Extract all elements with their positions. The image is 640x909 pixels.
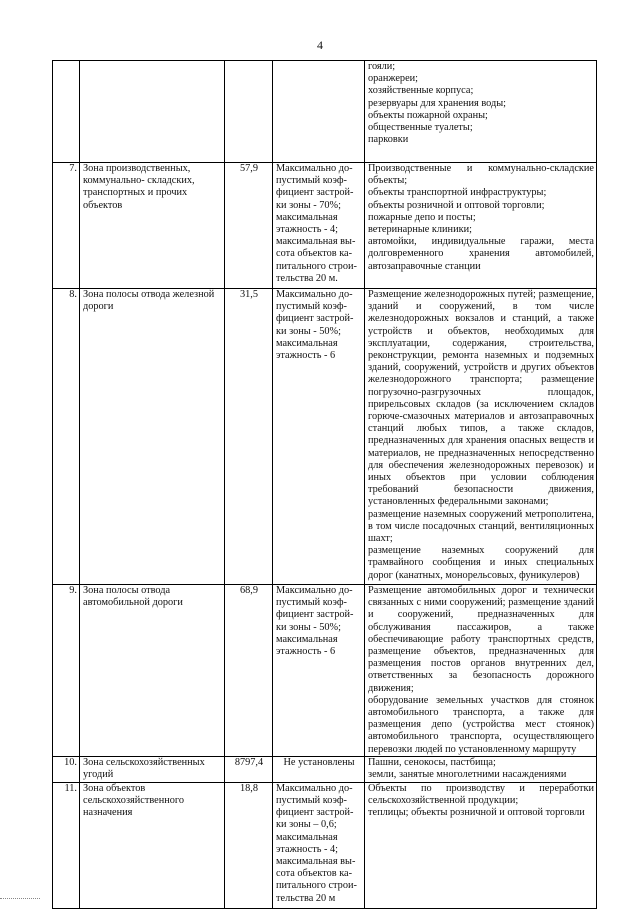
use-item: земли, занятые многолетними насаждениями — [368, 769, 567, 781]
param-line: питального строи- — [276, 880, 357, 892]
param-line: Максимально до- — [276, 289, 353, 300]
use-item: Пашни, сенокосы, пастбища; — [368, 756, 496, 768]
param-line: фициент застрой- — [276, 187, 354, 199]
use-item: теплицы; объекты розничной и оптовой торговли — [368, 807, 585, 819]
param-line: максимальная — [276, 831, 338, 843]
param-line: Максимально до- — [276, 163, 353, 174]
row-number — [53, 61, 80, 163]
zone-parameters — [273, 585, 365, 757]
zoning-table — [52, 60, 597, 909]
use-item: автомойки, индивидуальные гаражи, места долговременного хранения автомобилей, автозаправочные станции — [368, 236, 594, 272]
param-line: максимальная — [276, 633, 338, 645]
use-item: размещение наземных сооружений метрополитена, в том числе посадочных станций, вентиляционных шахт; — [368, 508, 594, 545]
use-item: общественные туалеты; — [368, 122, 473, 134]
scan-artifact — [0, 898, 40, 901]
param-line: ки зоны - 50%; — [276, 325, 341, 337]
use-item: хозяйственные корпуса; — [368, 85, 474, 97]
permitted-uses — [365, 782, 597, 908]
row-number: 10. — [53, 756, 80, 782]
use-item: парковки — [368, 134, 409, 146]
param-line: фициент застрой- — [276, 313, 354, 325]
zone-parameters — [273, 756, 365, 782]
param-line: этажность - 6 — [276, 646, 336, 658]
param-line: Максимально до- — [276, 585, 353, 596]
use-item: размещение наземных сооружений для трамвайного сообщения и иных специальных дорог (канатных, монорельсовых, фуникулеров) — [368, 545, 594, 581]
use-item: Объекты по производству и переработки сельскохозяйственной продукции; — [368, 782, 594, 807]
use-item: ветеринарные клиники; — [368, 224, 472, 236]
zone-parameters — [273, 289, 365, 585]
use-item: объекты пожарной охраны; — [368, 109, 488, 121]
page-number: 4 — [317, 38, 323, 52]
param-line: Максимально до- — [276, 782, 353, 794]
permitted-uses — [365, 289, 597, 585]
table-row — [53, 61, 597, 163]
param-line: максимальная — [276, 337, 338, 349]
zone-area: 57,9 — [225, 163, 273, 289]
zone-name: Зона полосы отвода железной дороги — [80, 289, 225, 585]
zone-parameters — [273, 163, 365, 289]
param-line: пустимый коэф- — [276, 175, 347, 187]
param-line: ки зоны - 50%; — [276, 621, 341, 633]
param-line: пустимый коэф- — [276, 597, 347, 609]
permitted-uses — [365, 585, 597, 757]
param-line: тельства 20 м — [276, 892, 336, 904]
param-line: ки зоны – 0,6; — [276, 819, 337, 831]
use-item: Размещение железнодорожных путей; размещение, зданий и сооружений, в том числе железнодорожных вокзалов и станций, а также устройств и объектов, необходимых для эксплуатации, содержания, строительства, реконструкции, ремонта наземных и подземных зданий, сооружений, устройств и других объектов железнодорожного транспорта; размещение погрузочно-разгрузочных площадок, прирельсовых складов (за исключением складов горюче-смазочных материалов и автозаправочных станций любых типов, а также складов, предназначенных для хранения опасных веществ и материалов, не предназначенных непосредственно для обеспечения железнодорожных перевозок) и иных объектов при условии соблюдения требований безопасности движения, установленных федеральными законами; — [368, 289, 594, 508]
zone-name — [80, 61, 225, 163]
param-line: сота объектов ка- — [276, 868, 353, 880]
param-line: сота объектов ка- — [276, 248, 353, 260]
param-line: фициент застрой- — [276, 807, 354, 819]
use-item: оранжереи; — [368, 73, 419, 85]
zone-name: Зона полосы отвода автомобильной дороги — [80, 585, 225, 757]
use-item: объекты розничной и оптовой торговли; — [368, 199, 545, 211]
zone-parameters — [273, 61, 365, 163]
table-row — [53, 782, 597, 908]
param-line: пустимый коэф- — [276, 795, 347, 807]
permitted-uses — [365, 163, 597, 289]
param-line: ки зоны - 70%; — [276, 199, 341, 211]
zone-name: Зона сельскохозяйственных угодий — [80, 756, 225, 782]
zone-area — [225, 61, 273, 163]
param-line: этажность - 4; — [276, 224, 338, 236]
param-line: максимальная вы- — [276, 856, 356, 868]
use-item: Производственные и коммунально-складские объекты; — [368, 163, 594, 187]
use-item: резервуары для хранения воды; — [368, 97, 506, 109]
param-line: этажность - 4; — [276, 843, 338, 855]
param-line: питального строи- — [276, 260, 357, 272]
row-number: 8. — [53, 289, 80, 585]
table-row — [53, 163, 597, 289]
zone-area: 18,8 — [225, 782, 273, 908]
table-row — [53, 756, 597, 782]
param-line: фициент застрой- — [276, 609, 354, 621]
param-line: тельства 20 м. — [276, 272, 338, 284]
zone-name: Зона производственных, коммунально- складских, транспортных и прочих объектов — [80, 163, 225, 289]
zone-parameters — [273, 782, 365, 908]
zone-area: 8797,4 — [225, 756, 273, 782]
table-row — [53, 585, 597, 757]
use-item: объекты транспортной инфраструктуры; — [368, 187, 547, 199]
param-line: максимальная вы- — [276, 236, 356, 248]
use-item: Размещение автомобильных дорог и технически связанных с ними сооружений; размещение зданий и сооружений, предназначенных для обслуживания пассажиров, а также обеспечивающие работу транспортных средств, размещение объектов, предназначенных для размещения постов органов внутренних дел, ответственных за безопасность дорожного движения; — [368, 585, 594, 694]
zone-area: 68,9 — [225, 585, 273, 757]
use-item: пожарные депо и посты; — [368, 211, 476, 223]
permitted-uses — [365, 756, 597, 782]
table-row — [53, 289, 597, 585]
row-number: 11. — [53, 782, 80, 908]
param-line: этажность - 6 — [276, 350, 336, 362]
zone-name: Зона объектов сельскохозяйственного назначения — [80, 782, 225, 908]
use-item: оборудование земельных участков для стоянок автомобильного транспорта, а также для размещения депо (устройства мест стоянок) автомобильного транспорта, осуществляющего перевозки людей по установленному маршруту — [368, 694, 594, 755]
use-item: гояли; — [368, 61, 396, 72]
permitted-uses — [365, 61, 597, 163]
zone-area: 31,5 — [225, 289, 273, 585]
row-number: 9. — [53, 585, 80, 757]
param-line: пустимый коэф- — [276, 301, 347, 313]
param-line: максимальная — [276, 211, 338, 223]
row-number: 7. — [53, 163, 80, 289]
param-line: Не установлены — [283, 756, 355, 768]
